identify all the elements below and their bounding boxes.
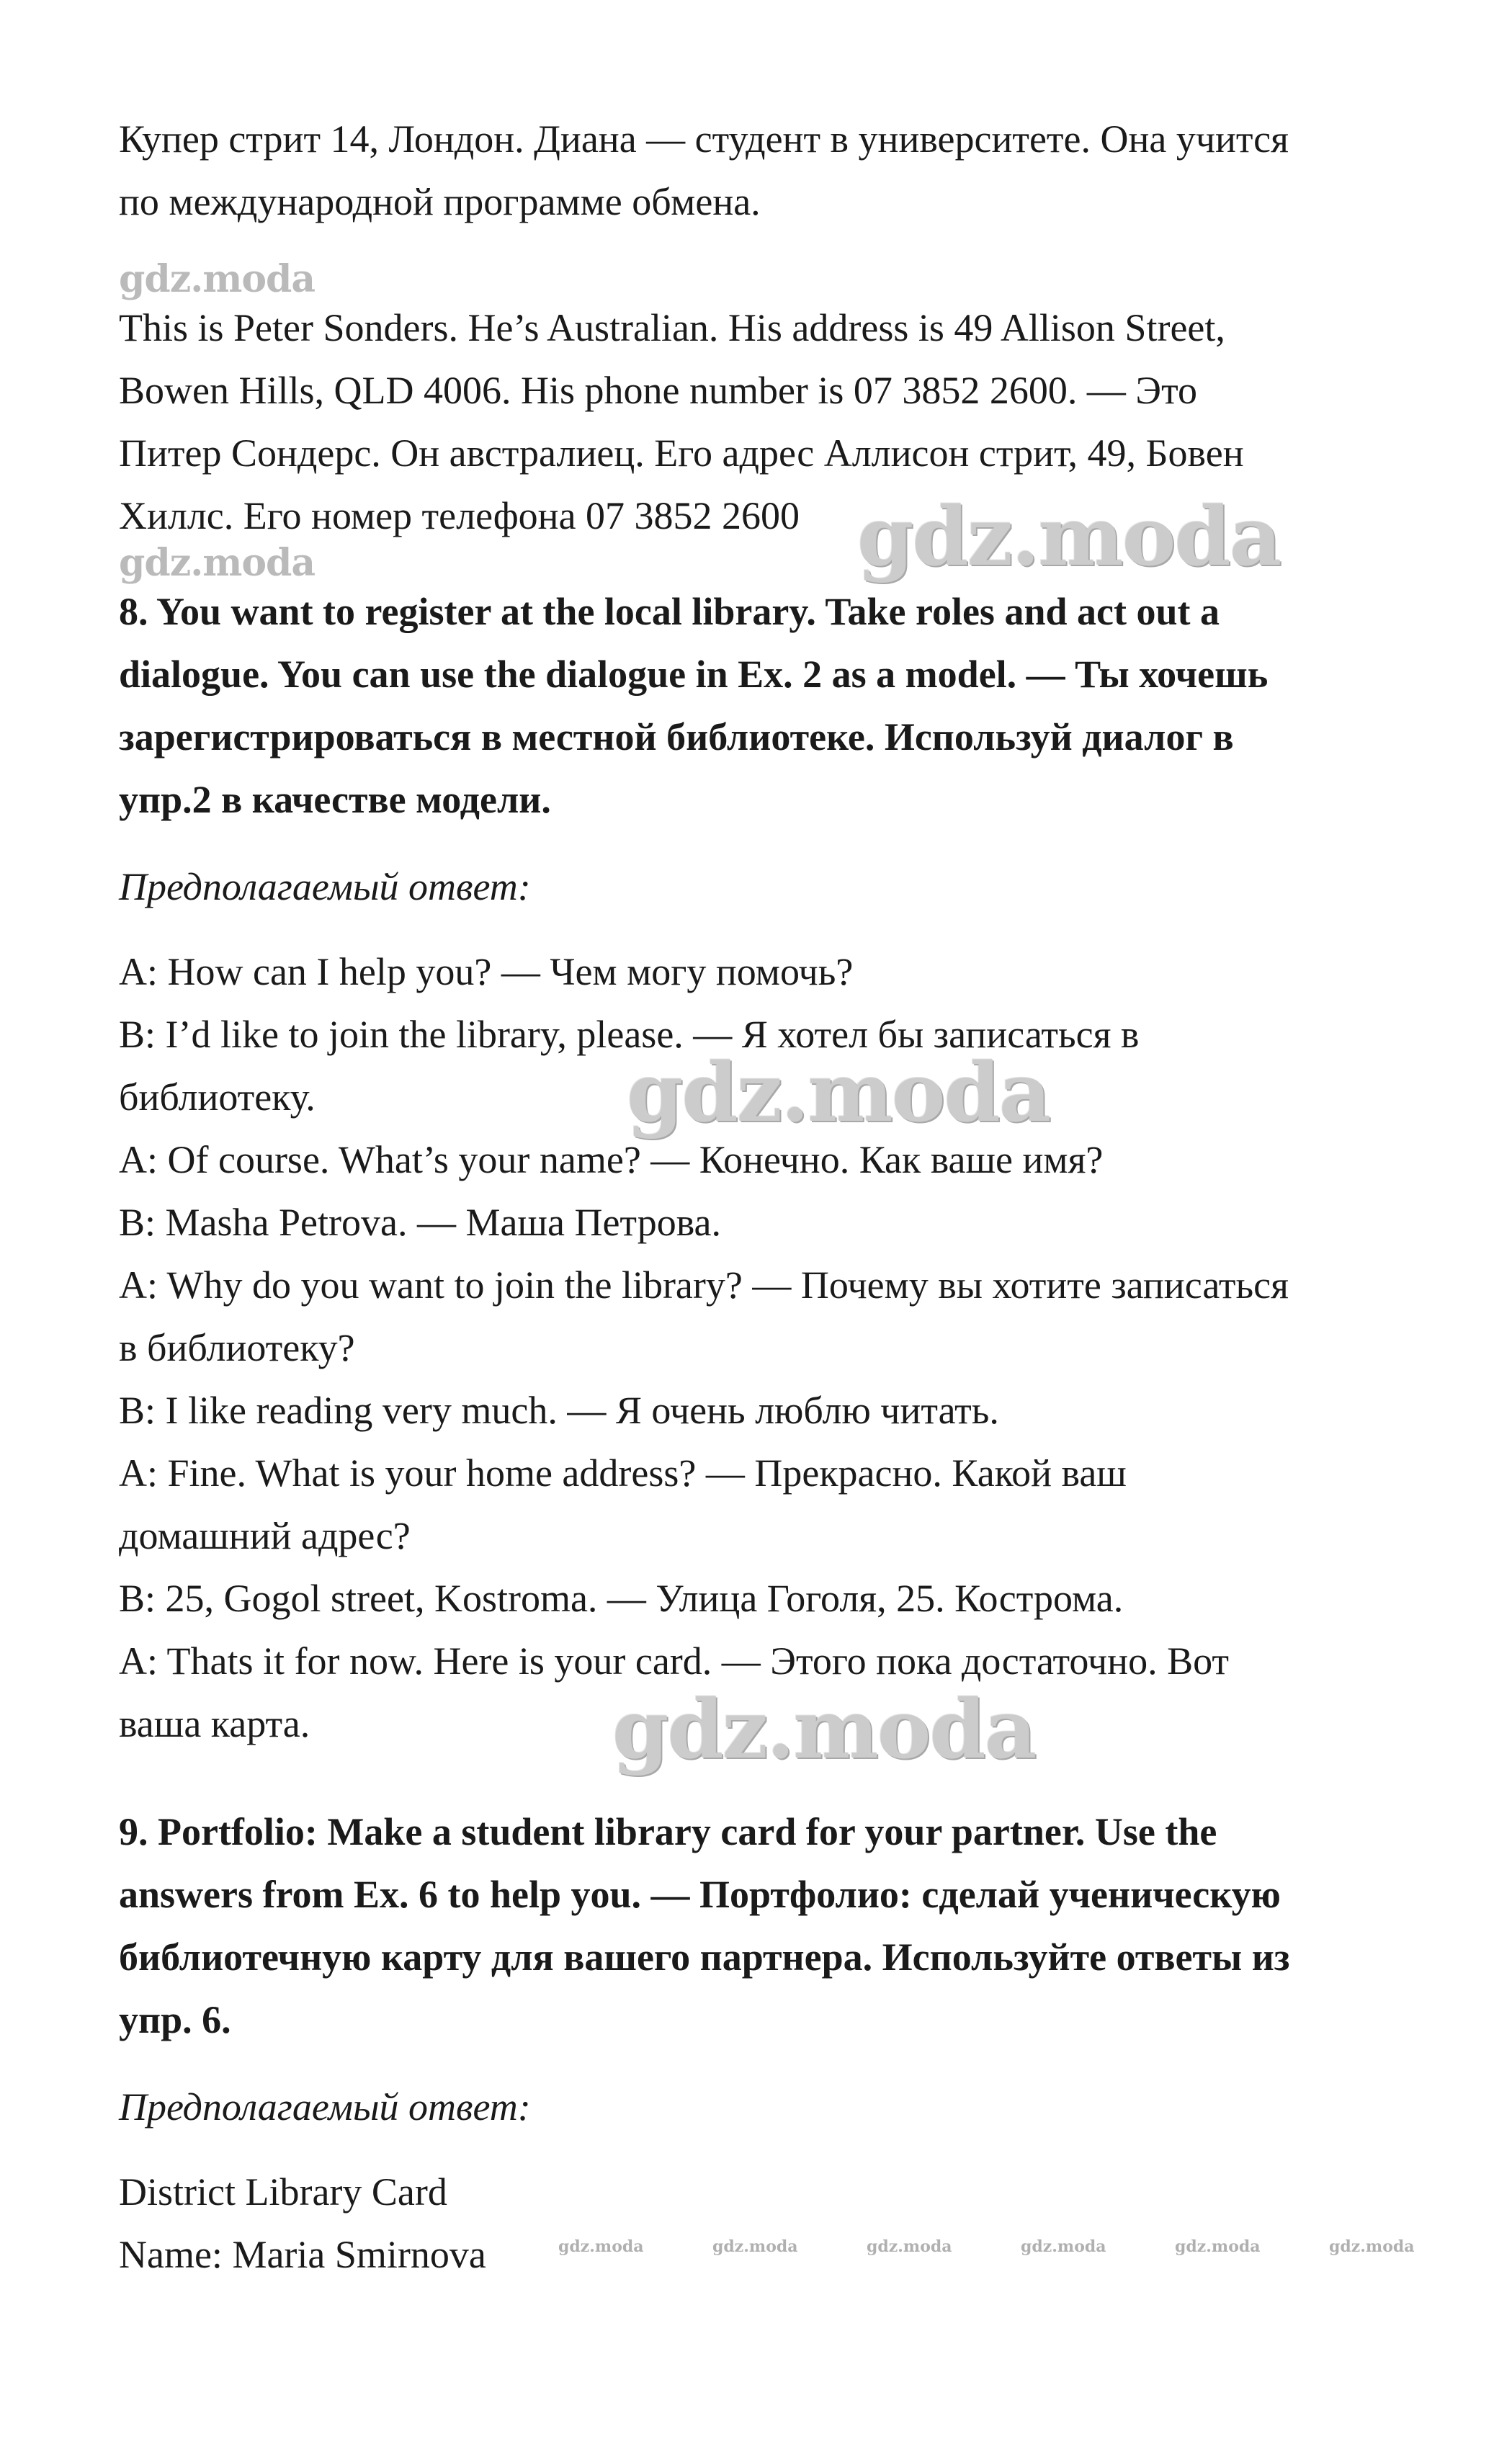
text-line: Купер стрит 14, Лондон. Диана — студент в университете. Она учится: [119, 117, 1289, 161]
text-line: упр. 6.: [119, 1998, 231, 2041]
intro-paragraph: [119, 108, 1415, 233]
dialogue-line: A: Why do you want to join the library? — Почему вы хотите записаться: [119, 1263, 1289, 1307]
card-name: Name: Maria Smirnova: [119, 2233, 486, 2276]
dialogue-line: B: I like reading very much. — Я очень люблю читать.: [119, 1389, 999, 1432]
watermark: gdz.moda: [612, 1683, 1036, 1777]
dialogue-line: B: I’d like to join the library, please. — Я хотел бы записаться в: [119, 1013, 1140, 1056]
watermark: gdz.moda: [712, 2237, 798, 2256]
watermark: gdz.moda: [119, 541, 316, 585]
dialogue-line: A: Of course. What’s your name? — Конечно. Как ваше имя?: [119, 1138, 1104, 1181]
text-line: Питер Сондерс. Он австралиец. Его адрес Аллисон стрит, 49, Бовен: [119, 431, 1244, 475]
text-line: зарегистрироваться в местной библиотеке. Используй диалог в: [119, 715, 1234, 758]
watermark: gdz.moda: [867, 2237, 952, 2256]
text-line: 9. Portfolio: Make a student library card for your partner. Use the: [119, 1810, 1217, 1853]
text-line: Bowen Hills, QLD 4006. His phone number is 07 3852 2600. — Это: [119, 369, 1197, 412]
watermark: gdz.moda: [1329, 2237, 1415, 2256]
dialogue-line: в библиотеку?: [119, 1326, 355, 1369]
watermark: gdz.moda: [558, 2237, 644, 2256]
dialogue-line: A: Fine. What is your home address? — Прекрасно. Какой ваш: [119, 1451, 1127, 1495]
answer-label: [119, 2076, 1415, 2139]
dialogue-line: домашний адрес?: [119, 1514, 411, 1557]
watermark: gdz.moda: [857, 490, 1281, 584]
dialogue-line: B: 25, Gogol street, Kostroma. — Улица Гоголя, 25. Кострома.: [119, 1577, 1124, 1620]
answer-label: [119, 856, 1415, 918]
watermark: gdz.moda: [627, 1046, 1050, 1140]
dialogue-line: A: Thats it for now. Here is your card. — Этого пока достаточно. Вот: [119, 1639, 1229, 1683]
dialogue-line: B: Masha Petrova. — Маша Петрова.: [119, 1201, 721, 1244]
watermark: gdz.moda: [1175, 2237, 1261, 2256]
text-line: по международной программе обмена.: [119, 180, 761, 223]
text-line: answers from Ex. 6 to help you. — Портфолио: сделай ученическую: [119, 1873, 1281, 1916]
exercise-9-heading: [119, 1801, 1415, 2051]
text-line: упр.2 в качестве модели.: [119, 778, 551, 821]
card-title: District Library Card: [119, 2170, 447, 2214]
text-line: Предполагаемый ответ:: [119, 2085, 531, 2129]
text-line: This is Peter Sonders. He’s Australian. His address is 49 Allison Street,: [119, 306, 1225, 349]
watermark: gdz.moda: [119, 257, 316, 301]
text-line: библиотечную карту для вашего партнера. Используйте ответы из: [119, 1935, 1290, 1979]
dialogue-line: ваша карта.: [119, 1702, 310, 1745]
text-line: dialogue. You can use the dialogue in Ex. 2 as a model. — Ты хочешь: [119, 653, 1269, 696]
text-line: Предполагаемый ответ:: [119, 865, 531, 908]
text-line: Хиллс. Его номер телефона 07 3852 2600: [119, 494, 800, 537]
dialogue-line: библиотеку.: [119, 1075, 316, 1119]
text-line: 8. You want to register at the local library. Take roles and act out a: [119, 590, 1220, 633]
library-card: [119, 2161, 1415, 2286]
dialogue-line: A: How can I help you? — Чем могу помочь?: [119, 950, 854, 993]
watermark: gdz.moda: [1021, 2237, 1106, 2256]
exercise-8-heading: [119, 581, 1415, 831]
